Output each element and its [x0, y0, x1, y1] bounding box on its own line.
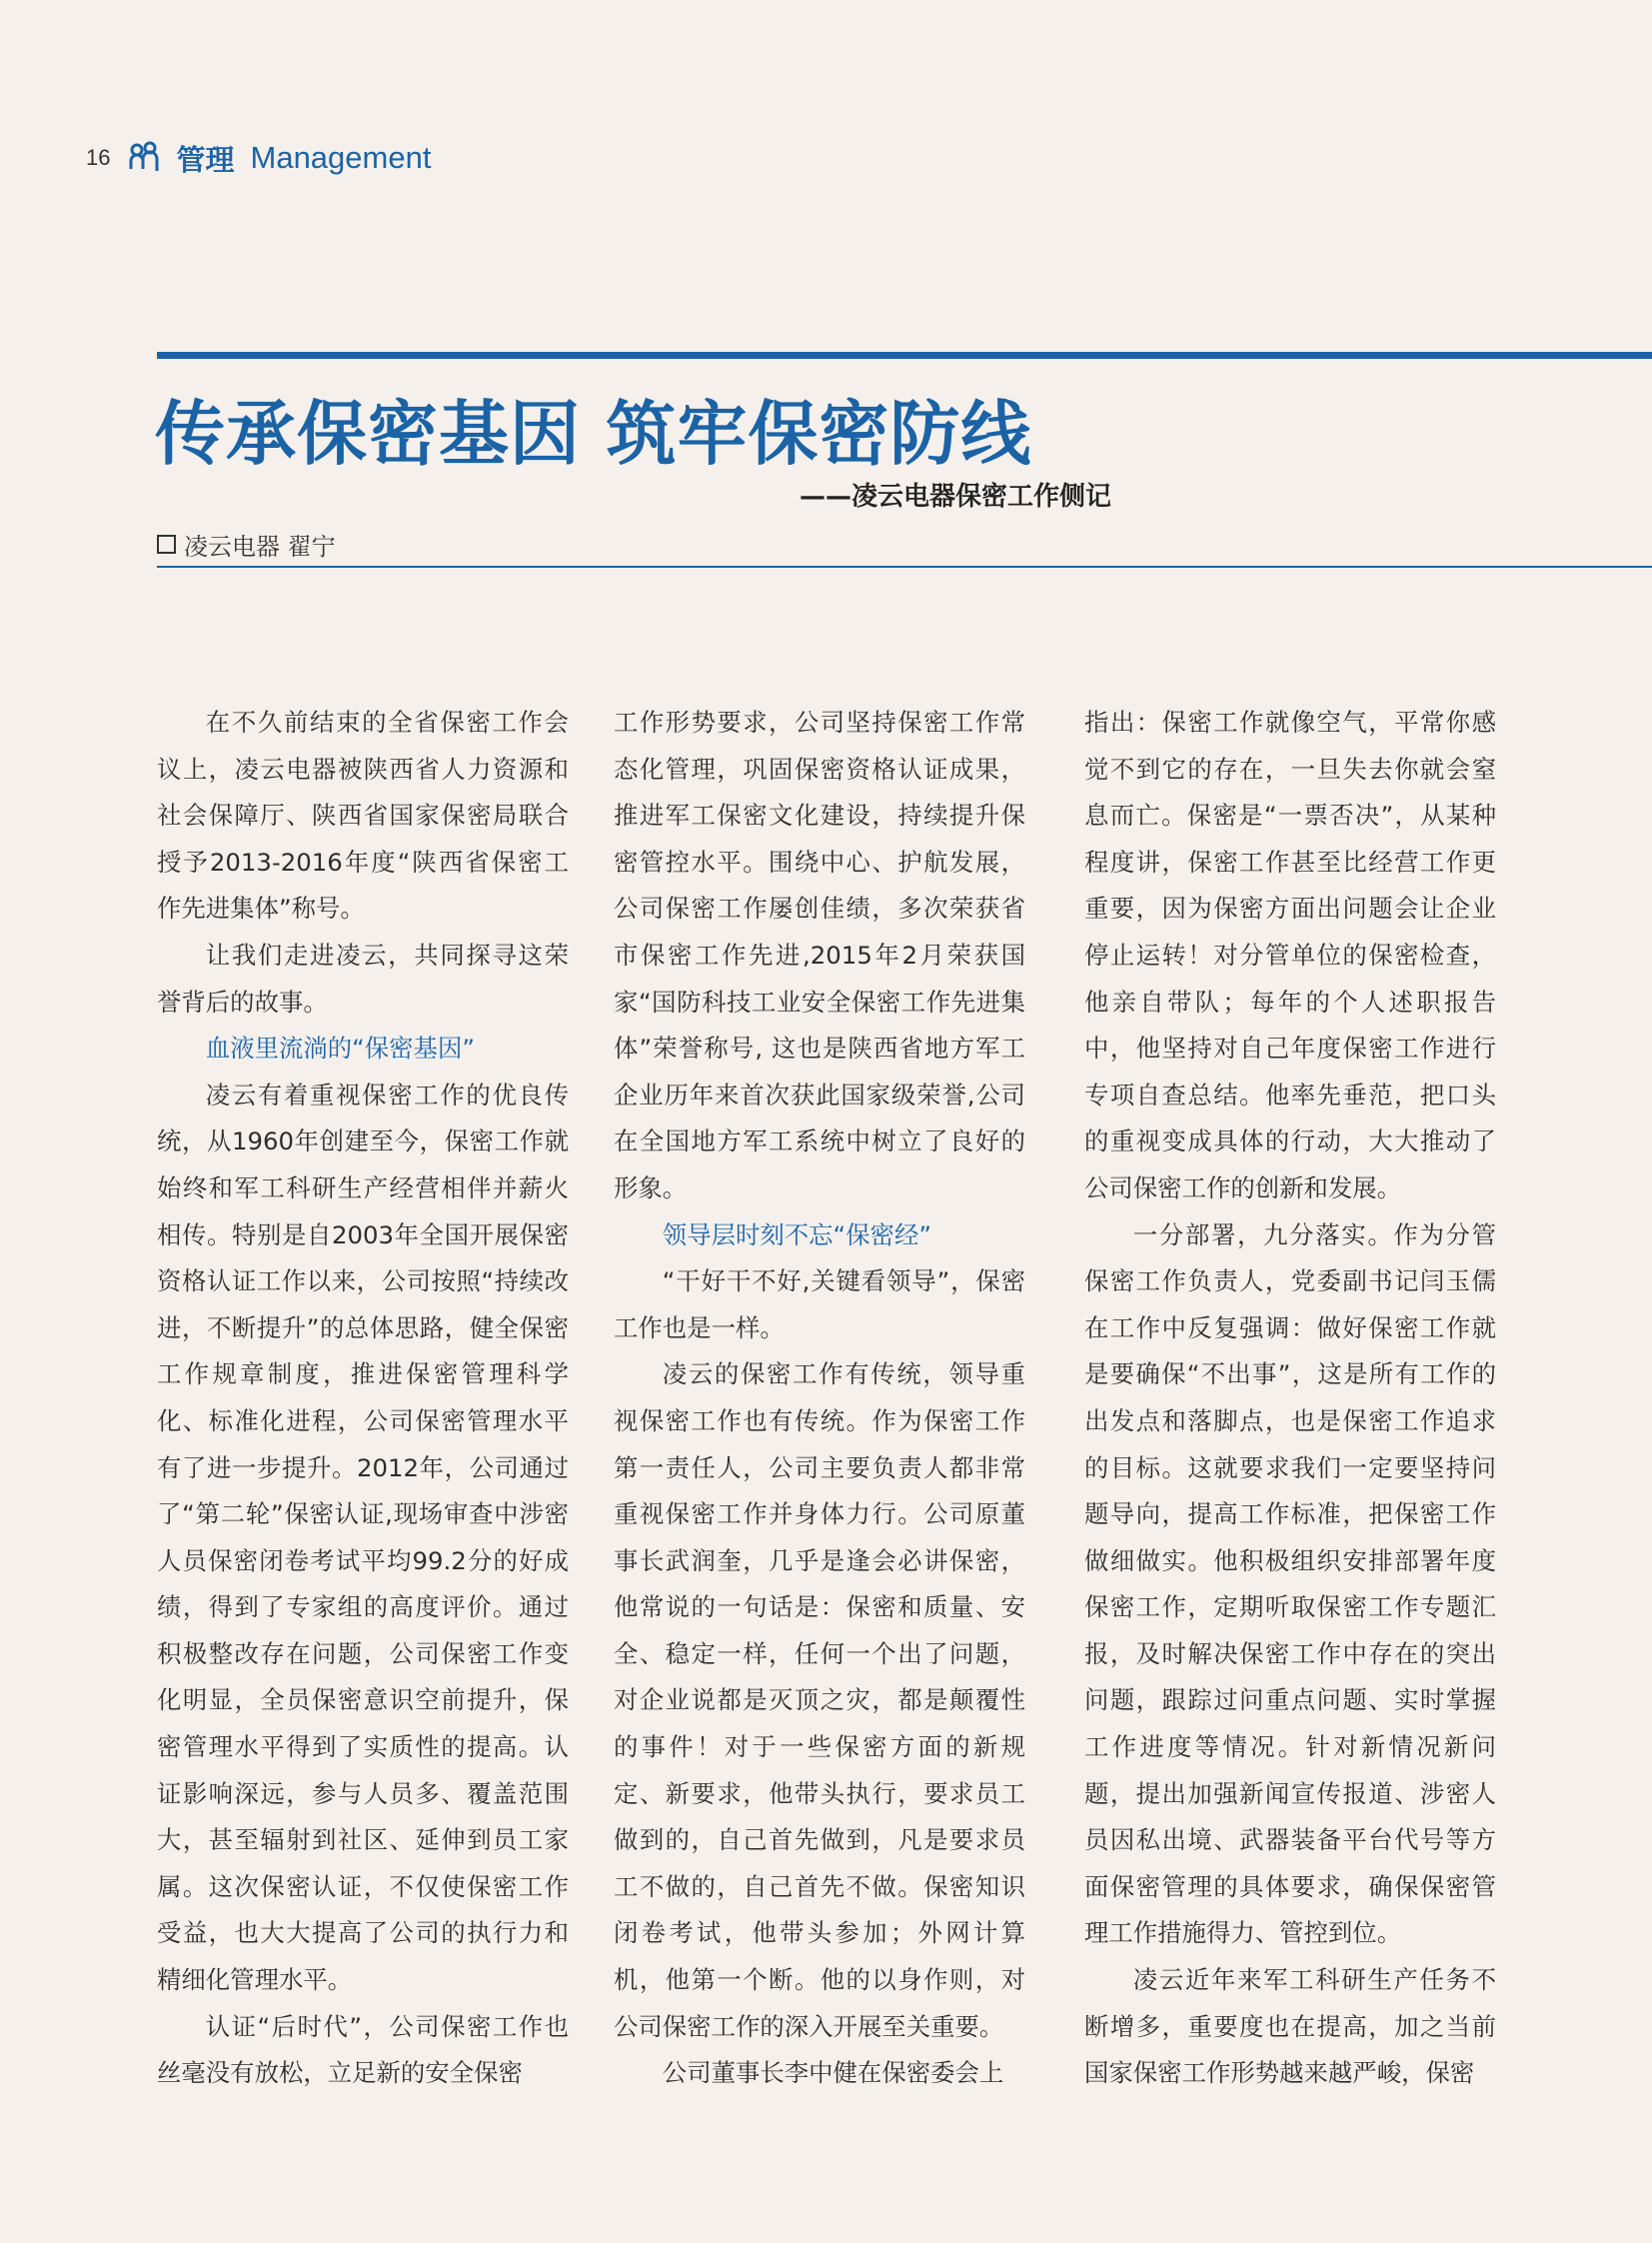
paragraph: 工作形势要求，公司坚持保密工作常态化管理，巩固保密资格认证成果，推进军工保密文化建设，持续提升保密管控水平。围绕中心、护航发展，公司保密工作屡创佳绩，多次荣获省市保密工作先进,2015年2月荣获国家“国防科技工业安全保密工作先进集体”荣誉称号, 这也是陕西省地方军工企业历年来首次获此国家级荣誉,公司在全国地方军工系统中树立了良好的形象。 — [614, 708, 1025, 1202]
paragraph: 认证“后时代”，公司保密工作也丝毫没有放松，立足新的安全保密 — [157, 2011, 569, 2088]
paragraph: 指出：保密工作就像空气，平常你感觉不到它的存在，一旦失去你就会窒息而亡。保密是“一票否决”，从某种程度讲，保密工作甚至比经营工作更重要，因为保密方面出问题会让企业停止运转！对分管单位的保密检查，他亲自带队；每年的个人述职报告中，他坚持对自己年度保密工作进行专项自查总结。他率先垂范，把口头的重视变成具体的行动，大大推动了公司保密工作的创新和发展。 — [1084, 708, 1496, 1202]
byline-box-icon — [157, 535, 176, 554]
paragraph: 让我们走进凌云，共同探寻这荣誉背后的故事。 — [157, 940, 569, 1017]
paragraph: “干好干不好,关键看领导”，保密工作也是一样。 — [614, 1266, 1025, 1342]
byline — [157, 527, 336, 562]
section-label: 管理 — [176, 142, 235, 177]
section-subheading: 血液里流淌的“保密基因” — [205, 1034, 475, 1064]
paragraph: 一分部署，九分落实。作为分管保密工作负责人，党委副书记闫玉儒在工作中反复强调：做好保密工作就是要确保“不出事”，这是所有工作的出发点和落脚点，也是保密工作追求的目标。这就要求我们一定要坚持问题导向，提高工作标准，把保密工作做细做实。他积极组织安排部署年度保密工作，定期听取保密工作专题汇报，及时解决保密工作中存在的突出问题，跟踪过问重点问题、实时掌握工作进度等情况。针对新情况新问题，提出加强新闻宣传报道、涉密人员因私出境、武器装备平台代号等方面保密管理的具体要求，确保保密管理工作措施得力、管控到位。 — [1084, 1219, 1496, 1948]
byline-text: 凌云电器 翟宁 — [184, 533, 336, 561]
byline-rule — [157, 566, 1652, 568]
paragraph: 凌云有着重视保密工作的优良传统，从1960年创建至今，保密工作就始终和军工科研生产经营相伴并薪火相传。特别是自2003年全国开展保密资格认证工作以来，公司按照“持续改进，不断提升”的总体思路，健全保密工作规章制度，推进保密管理科学化、标准化进程，公司保密管理水平有了进一步提升。2012年，公司通过了“第二轮”保密认证,现场审查中涉密人员保密闭卷考试平均99.2分的好成绩，得到了专家组的高度评价。通过积极整改存在问题，公司保密工作变化明显，全员保密意识空前提升，保密管理水平得到了实质性的提高。认证影响深远，参与人员多、覆盖范围大，甚至辐射到社区、延伸到员工家属。这次保密认证，不仅使保密工作受益，也大大提高了公司的执行力和精细化管理水平。 — [157, 1080, 569, 1995]
page-number: 16 — [86, 145, 111, 170]
people-group-icon — [128, 141, 162, 175]
section-label-english: Management — [250, 140, 432, 175]
section-subheading: 领导层时刻不忘“保密经” — [662, 1219, 931, 1249]
paragraph: 凌云近年来军工科研生产任务不断增多，重要度也在提高，加之当前国家保密工作形势越来越严峻，保密 — [1084, 1965, 1496, 2088]
title-rule — [157, 352, 1652, 359]
text-column-1 — [157, 700, 569, 2097]
running-head — [86, 138, 431, 178]
article-subtitle: ——凌云电器保密工作侧记 — [800, 482, 1112, 512]
article-title: 传承保密基因 筑牢保密防线 — [155, 393, 1032, 475]
paragraph: 公司董事长李中健在保密委会上 — [662, 2058, 1004, 2088]
paragraph: 凌云的保密工作有传统，领导重视保密工作也有传统。作为保密工作第一责任人，公司主要负责人都非常重视保密工作并身体力行。公司原董事长武润奎，几乎是逢会必讲保密，他常说的一句话是：保密和质量、安全、稳定一样，任何一个出了问题，对企业说都是灭顶之灾，都是颠覆性的事件！对于一些保密方面的新规定、新要求，他带头执行，要求员工做到的，自己首先做到，凡是要求员工不做的，自己首先不做。保密知识闭卷考试，他带头参加；外网计算机，他第一个断。他的以身作则，对公司保密工作的深入开展至关重要。 — [614, 1359, 1025, 2041]
paragraph: 在不久前结束的全省保密工作会议上，凌云电器被陕西省人力资源和社会保障厅、陕西省国家保密局联合授予2013-2016年度“陕西省保密工作先进集体”称号。 — [157, 708, 569, 924]
text-column-2 — [614, 700, 1025, 2097]
text-column-3 — [1084, 700, 1496, 2097]
